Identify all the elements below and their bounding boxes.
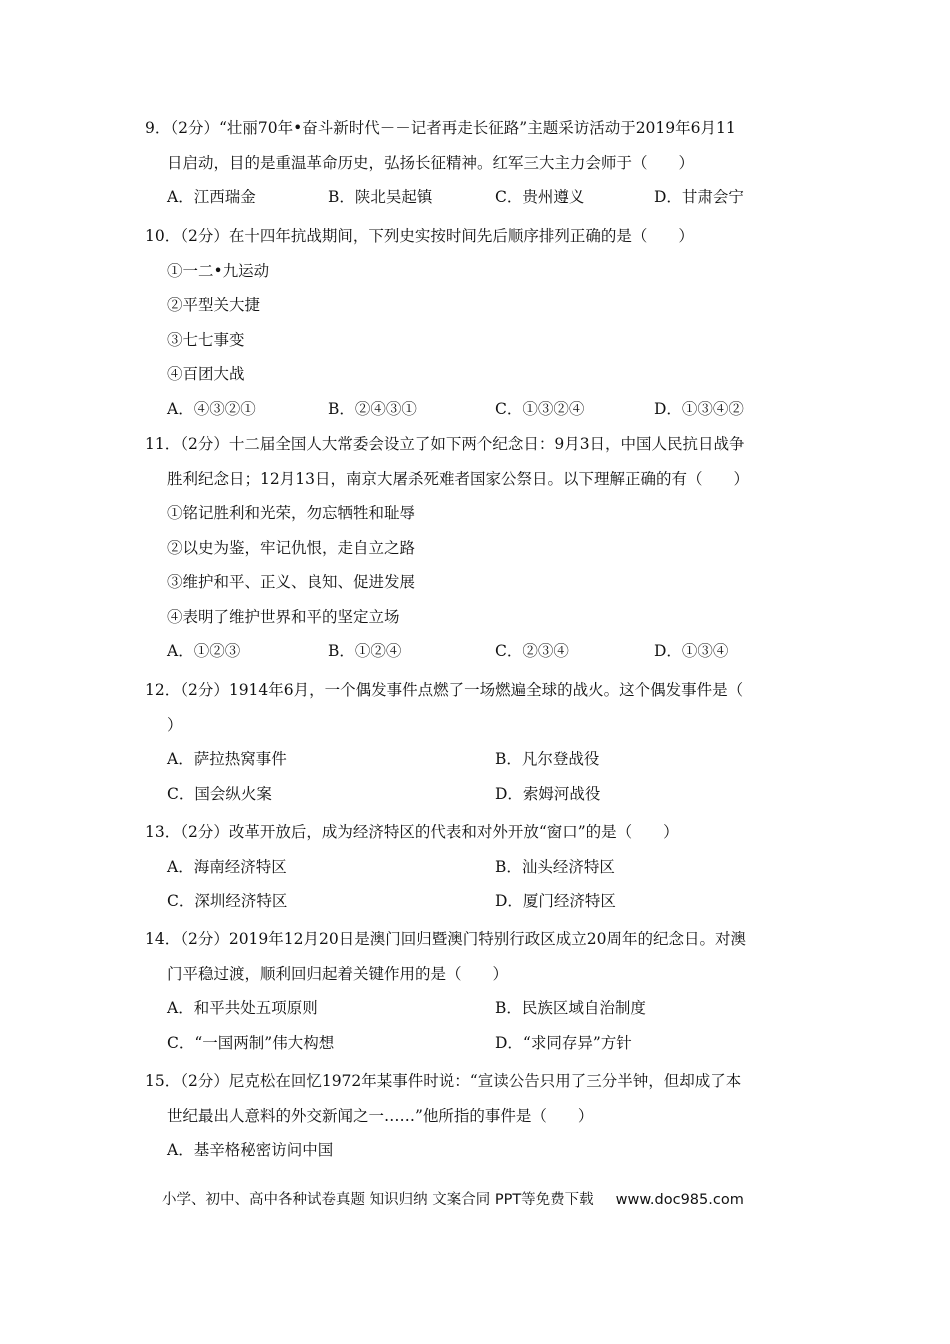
option-row [145, 392, 810, 427]
option-a: A．④③②① [167, 399, 256, 418]
question-stem: 15．（2分）尼克松在回忆1972年某事件时说：“宣读公告只用了三分半钟，但却成了本 [145, 1072, 742, 1090]
option-b: B．凡尔登战役 [495, 750, 600, 768]
option-b: B．汕头经济特区 [495, 857, 615, 876]
option-c: C．②③④ [495, 642, 569, 660]
question-stem: 13．（2分）改革开放后，成为经济特区的代表和对外开放“窗口”的是（ ） [145, 823, 679, 841]
question-11 [145, 427, 810, 669]
option-row [145, 634, 810, 669]
option-a: A．江西瑞金 [167, 188, 256, 206]
question-13 [145, 815, 810, 919]
statement-item: ④百团大战 [167, 365, 245, 383]
option-row [145, 180, 810, 215]
option-row [145, 1026, 810, 1061]
option-row [145, 777, 810, 812]
question-stem: 胜利纪念日；12月13日，南京大屠杀死难者国家公祭日。以下理解正确的有（ ） [167, 469, 749, 488]
option-row [145, 850, 810, 885]
question-10 [145, 219, 810, 426]
footer-url-link[interactable]: www.doc985.com [615, 1192, 744, 1208]
option-row [145, 991, 810, 1026]
option-row [145, 1133, 810, 1168]
question-stem: 14．（2分）2019年12月20日是澳门回归暨澳门特别行政区成立20周年的纪念日。对澳 [145, 930, 746, 948]
question-stem: 11．（2分）十二届全国人大常委会设立了如下两个纪念日：9月3日，中国人民抗日战争 [145, 435, 745, 453]
question-stem: 9．（2分）“壮丽70年•奋斗新时代－－记者再走长征路”主题采访活动于2019年6月11 [145, 119, 736, 137]
option-d: D．“求同存异”方针 [495, 1033, 632, 1052]
option-d: D．①③④② [654, 399, 744, 418]
question-stem: ） [167, 715, 183, 734]
statement-item: ②平型关大捷 [167, 296, 261, 314]
option-c: C．深圳经济特区 [167, 892, 288, 910]
option-c: C．国会纵火案 [167, 784, 272, 803]
question-12 [145, 673, 810, 811]
footer-text: 小学、初中、高中各种试卷真题 知识归纳 文案合同 PPT等免费下载 [162, 1192, 594, 1208]
option-a: A．和平共处五项原则 [167, 999, 318, 1017]
option-a: A．海南经济特区 [167, 857, 287, 876]
option-c: C．“一国两制”伟大构想 [167, 1033, 335, 1052]
option-b: B．①②④ [328, 642, 402, 660]
question-stem: 12．（2分）1914年6月，一个偶发事件点燃了一场燃遍全球的战火。这个偶发事件是（ [145, 681, 744, 699]
statement-item: ①铭记胜利和光荣，勿忘牺牲和耻辱 [167, 504, 416, 522]
question-stem: 门平稳过渡，顺利回归起着关键作用的是（ ） [167, 964, 509, 983]
option-a: A．萨拉热窝事件 [167, 750, 287, 768]
question-stem: 日启动，目的是重温革命历史，弘扬长征精神。红军三大主力会师于（ ） [167, 153, 695, 172]
question-14 [145, 922, 810, 1060]
option-row [145, 884, 810, 919]
option-d: D．甘肃会宁 [654, 188, 744, 206]
option-d: D．①③④ [654, 642, 729, 660]
option-a: A．基辛格秘密访问中国 [167, 1141, 334, 1159]
statement-item: ③维护和平、正义、良知、促进发展 [167, 573, 416, 591]
option-a: A．①②③ [167, 642, 241, 660]
question-stem: 10．（2分）在十四年抗战期间，下列史实按时间先后顺序排列正确的是（ ） [145, 227, 694, 245]
statement-item: ②以史为鉴，牢记仇恨，走自立之路 [167, 538, 416, 557]
question-15 [145, 1064, 810, 1168]
question-9 [145, 111, 810, 215]
option-c: C．①③②④ [495, 399, 585, 418]
option-b: B．民族区域自治制度 [495, 999, 646, 1017]
page-footer [162, 1188, 744, 1209]
option-d: D．厦门经济特区 [495, 892, 616, 910]
option-b: B．②④③① [328, 399, 417, 418]
statement-item: ④表明了维护世界和平的坚定立场 [167, 607, 400, 626]
option-d: D．索姆河战役 [495, 784, 601, 803]
statement-item: ③七七事变 [167, 330, 245, 349]
question-stem: 世纪最出人意料的外交新闻之一……”他所指的事件是（ ） [167, 1106, 594, 1125]
option-b: B．陕北吴起镇 [328, 188, 433, 206]
option-c: C．贵州遵义 [495, 188, 585, 206]
statement-item: ①一二•九运动 [167, 261, 270, 280]
option-row [145, 742, 810, 777]
